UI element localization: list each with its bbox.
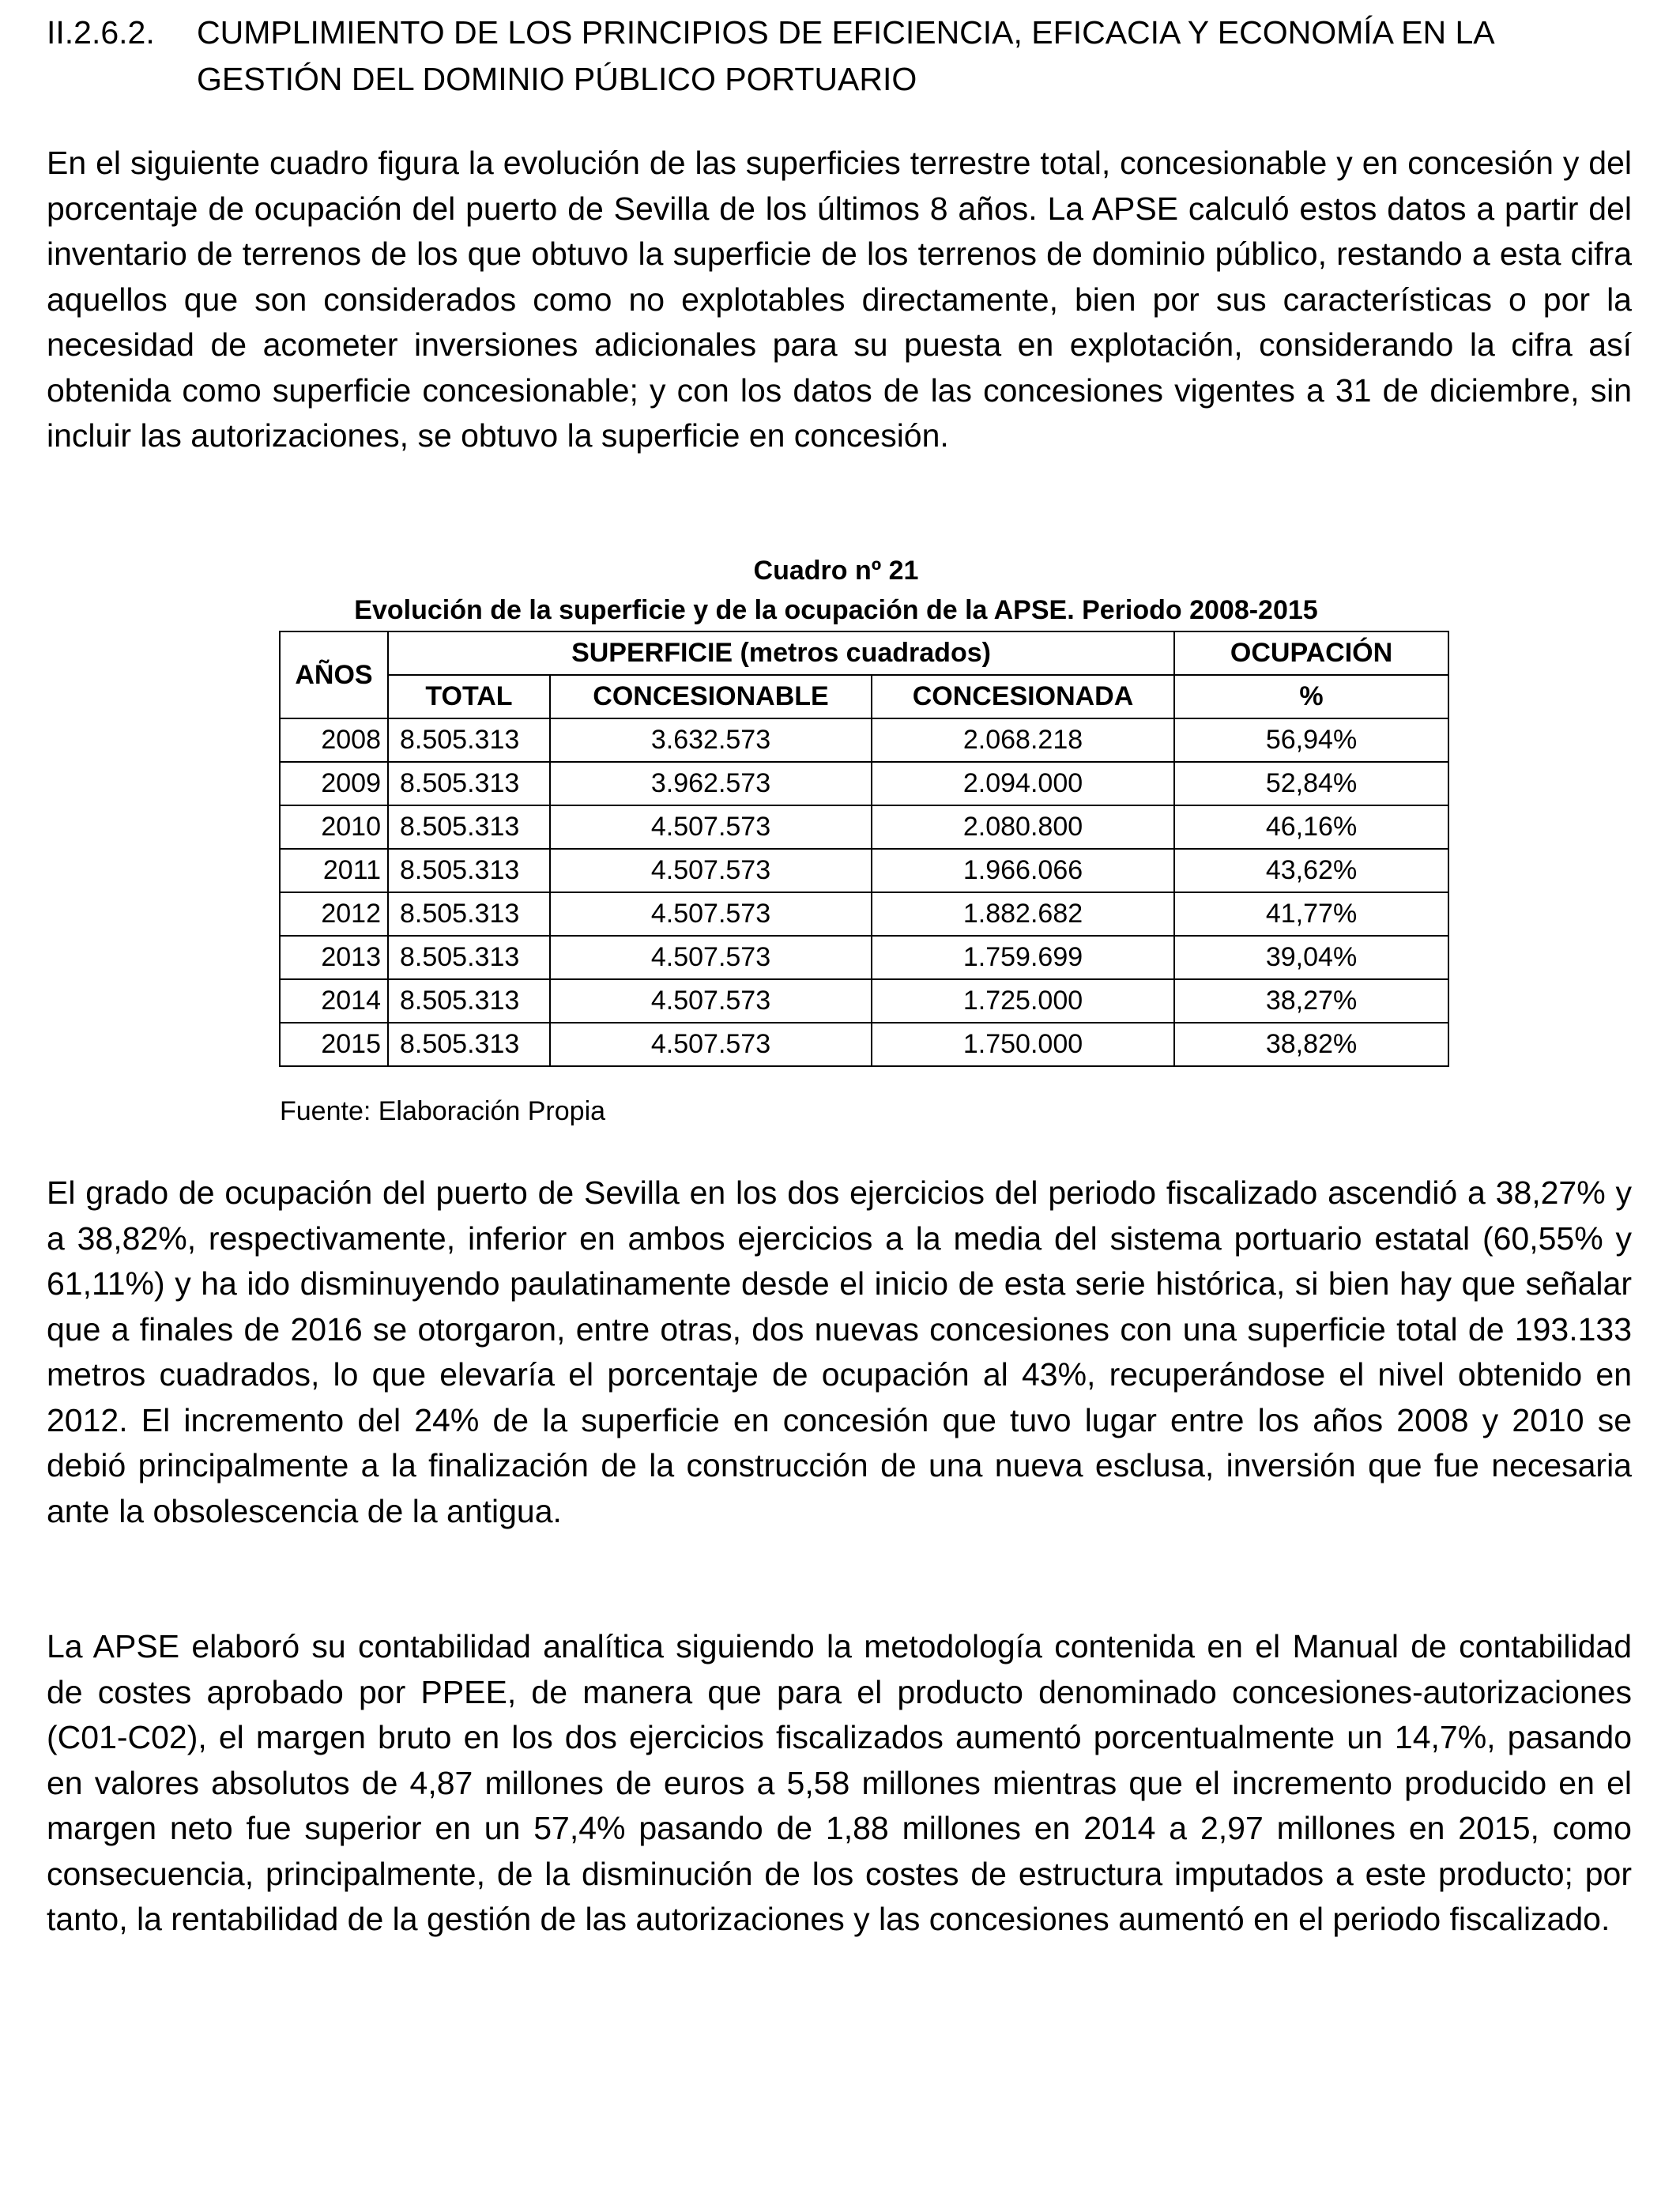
- table-row: [280, 849, 1448, 892]
- cell-concesionada: 1.725.000: [872, 979, 1174, 1023]
- section-number: II.2.6.2.: [47, 14, 155, 51]
- table-row: [280, 1023, 1448, 1066]
- cell-concesionada: 1.966.066: [872, 849, 1174, 892]
- cell-year: 2009: [280, 762, 388, 805]
- cell-concesionable: 4.507.573: [550, 892, 872, 936]
- paragraph-intro: En el siguiente cuadro figura la evolución de las superficies terrestre total, concesionable y en concesión y del porcentaje de ocupación del puerto de Sevilla de los últimos 8 años. La APSE calculó estos datos a partir del inventario de terrenos de los que obtuvo la superficie de los terrenos de dominio público, restando a esta cifra aquellos que son considerados como no explotables directamente, bien por sus características o por la necesidad de acometer inversiones adicionales para su puesta en explotación, considerando la cifra así obtenida como superficie concesionable; y con los datos de las concesiones vigentes a 31 de diciembre, sin incluir las autorizaciones, se obtuvo la superficie en concesión.: [47, 145, 1632, 454]
- section-title: CUMPLIMIENTO DE LOS PRINCIPIOS DE EFICIENCIA, EFICACIA Y ECONOMÍA EN LA GESTIÓN DEL DOMINIO PÚBLICO PORTUARIO: [197, 14, 1494, 97]
- cell-total: 8.505.313: [388, 892, 550, 936]
- header-superficie: SUPERFICIE (metros cuadrados): [388, 631, 1174, 675]
- cell-year: 2011: [280, 849, 388, 892]
- table-caption-title: Evolución de la superficie y de la ocupación de la APSE. Periodo 2008-2015: [354, 595, 1318, 625]
- cell-concesionada: 2.080.800: [872, 805, 1174, 849]
- header-total: TOTAL: [388, 675, 550, 718]
- cell-year: 2010: [280, 805, 388, 849]
- cell-ocupacion: 38,27%: [1174, 979, 1448, 1023]
- cell-total: 8.505.313: [388, 1023, 550, 1066]
- cell-concesionada: 2.068.218: [872, 718, 1174, 762]
- cell-concesionada: 1.759.699: [872, 936, 1174, 979]
- cell-concesionada: 1.750.000: [872, 1023, 1174, 1066]
- table-source: Fuente: Elaboración Propia: [280, 1096, 606, 1126]
- cell-year: 2008: [280, 718, 388, 762]
- cell-ocupacion: 56,94%: [1174, 718, 1448, 762]
- table-row: [280, 718, 1448, 762]
- table-subheader-row: [280, 675, 1448, 718]
- table-row: [280, 936, 1448, 979]
- table-caption-number: Cuadro nº 21: [753, 556, 919, 586]
- cell-year: 2014: [280, 979, 388, 1023]
- cell-concesionable: 4.507.573: [550, 936, 872, 979]
- cell-concesionable: 3.962.573: [550, 762, 872, 805]
- cell-year: 2012: [280, 892, 388, 936]
- cell-concesionada: 2.094.000: [872, 762, 1174, 805]
- surface-occupation-table: [279, 631, 1449, 1067]
- cell-concesionable: 4.507.573: [550, 1023, 872, 1066]
- header-percent: %: [1174, 675, 1448, 718]
- header-concesionable: CONCESIONABLE: [550, 675, 872, 718]
- cell-concesionable: 4.507.573: [550, 849, 872, 892]
- cell-total: 8.505.313: [388, 936, 550, 979]
- cell-ocupacion: 39,04%: [1174, 936, 1448, 979]
- cell-total: 8.505.313: [388, 762, 550, 805]
- cell-total: 8.505.313: [388, 805, 550, 849]
- paragraph-accounting: La APSE elaboró su contabilidad analítica siguiendo la metodología contenida en el Manual de contabilidad de costes aprobado por PPEE, de manera que para el producto denominado concesiones-autorizaciones (C01-C02), el margen bruto en los dos ejercicios fiscalizados aumentó porcentualmente un 14,7%, pasando en valores absolutos de 4,87 millones de euros a 5,58 millones mientras que el incremento producido en el margen neto fue superior en un 57,4% pasando de 1,88 millones en 2014 a 2,97 millones en 2015, como consecuencia, principalmente, de la disminución de los costes de estructura imputados a este producto; por tanto, la rentabilidad de la gestión de las autorizaciones y las concesiones aumentó en el periodo fiscalizado.: [47, 1628, 1632, 1937]
- cell-ocupacion: 38,82%: [1174, 1023, 1448, 1066]
- cell-concesionable: 3.632.573: [550, 718, 872, 762]
- header-ocupacion: OCUPACIÓN: [1174, 631, 1448, 675]
- cell-year: 2013: [280, 936, 388, 979]
- cell-concesionada: 1.882.682: [872, 892, 1174, 936]
- table-row: [280, 762, 1448, 805]
- cell-year: 2015: [280, 1023, 388, 1066]
- cell-ocupacion: 43,62%: [1174, 849, 1448, 892]
- cell-ocupacion: 41,77%: [1174, 892, 1448, 936]
- table-row: [280, 979, 1448, 1023]
- cell-ocupacion: 46,16%: [1174, 805, 1448, 849]
- paragraph-occupation: El grado de ocupación del puerto de Sevilla en los dos ejercicios del periodo fiscalizado ascendió a 38,27% y a 38,82%, respectivamente, inferior en ambos ejercicios a la media del sistema portuario estatal (60,55% y 61,11%) y ha ido disminuyendo paulatinamente desde el inicio de esta serie histórica, si bien hay que señalar que a finales de 2016 se otorgaron, entre otras, dos nuevas concesiones con una superficie total de 193.133 metros cuadrados, lo que elevaría el porcentaje de ocupación al 43%, recuperándose el nivel obtenido en 2012. El incremento del 24% de la superficie en concesión que tuvo lugar entre los años 2008 y 2010 se debió principalmente a la finalización de la construcción de una nueva esclusa, inversión que fue necesaria ante la obsolescencia de la antigua.: [47, 1174, 1632, 1529]
- cell-total: 8.505.313: [388, 718, 550, 762]
- cell-concesionable: 4.507.573: [550, 805, 872, 849]
- cell-total: 8.505.313: [388, 849, 550, 892]
- cell-total: 8.505.313: [388, 979, 550, 1023]
- cell-concesionable: 4.507.573: [550, 979, 872, 1023]
- cell-ocupacion: 52,84%: [1174, 762, 1448, 805]
- header-years: AÑOS: [280, 631, 388, 718]
- table-row: [280, 892, 1448, 936]
- table-row: [280, 805, 1448, 849]
- table-header-row: [280, 631, 1448, 675]
- header-concesionada: CONCESIONADA: [872, 675, 1174, 718]
